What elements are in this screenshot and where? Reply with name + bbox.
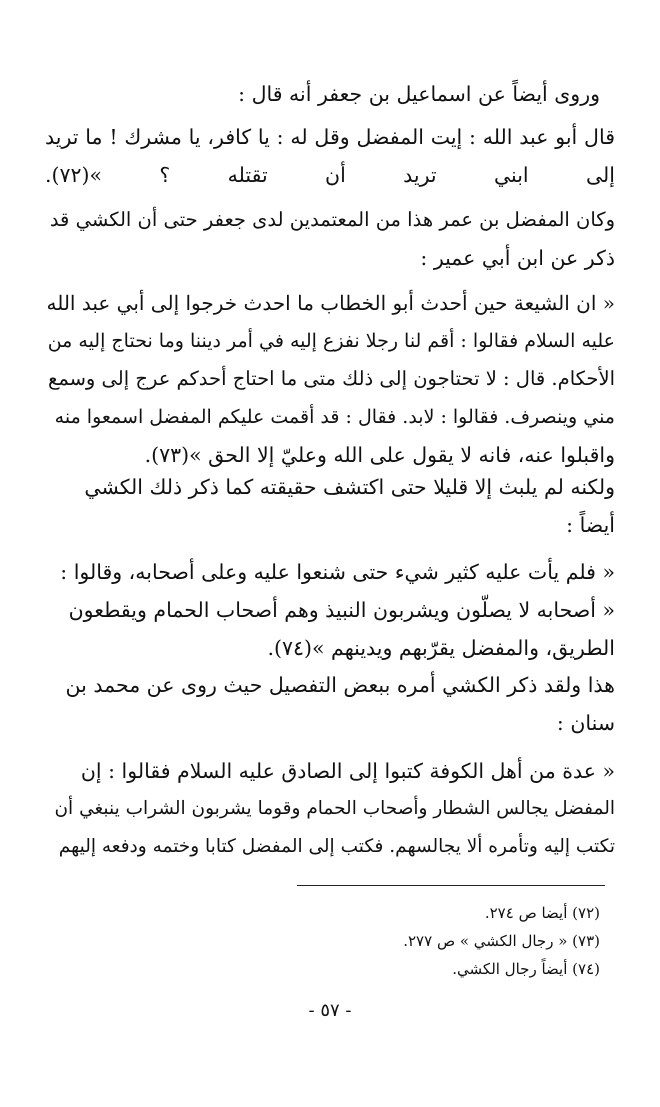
text-line: وروى أيضاً عن اسماعيل بن جعفر أنه قال : bbox=[238, 82, 600, 106]
text-line: المفضل يجالس الشطار وأصحاب الحمام وقوما يشربون الشراب ينبغي أن bbox=[54, 798, 615, 819]
paragraph-5 bbox=[45, 468, 615, 544]
footnote-72: (٧٢) أيضا ص ٢٧٤. bbox=[484, 904, 600, 922]
text-line: إلى ابني تريد أن تقتله ؟ »(٧٢). bbox=[45, 163, 615, 187]
footnote-73: (٧٣) « رجال الكشي » ص ٢٧٧. bbox=[403, 932, 600, 950]
paragraph-3 bbox=[45, 201, 615, 277]
text-line: الأحكام. قال : لا تحتاجون إلى ذلك متى ما احتاج أحدكم عرج إلى وسمع bbox=[47, 367, 615, 390]
paragraph-1 bbox=[30, 75, 600, 113]
text-line: تكتب إليه وتأمره ألا يجالسهم. فكتب إلى المفضل كتابا وختمه ودفعه إليهم bbox=[58, 836, 615, 857]
text-line: أيضاً : bbox=[566, 513, 615, 537]
text-line: الطريق، والمفضل يقرّبهم ويدينهم »(٧٤). bbox=[267, 636, 615, 660]
page-number: - ٥٧ - bbox=[308, 1000, 352, 1021]
paragraph-2 bbox=[45, 118, 615, 194]
text-line: مني وينصرف. فقالوا : لابد. فقال : قد أقمت عليكم المفضل اسمعوا منه bbox=[54, 406, 615, 428]
paragraph-7 bbox=[45, 666, 615, 742]
text-line: قال أبو عبد الله : إيت المفضل وقل له : يا كافر، يا مشرك ! ما تريد bbox=[45, 125, 615, 149]
paragraph-6-quote bbox=[45, 553, 615, 667]
text-line: ذكر عن ابن أبي عمير : bbox=[420, 246, 615, 270]
text-line: هذا ولقد ذكر الكشي أمره ببعض التفصيل حيث روى عن محمد بن bbox=[65, 673, 615, 697]
text-line: « فلم يأت عليه كثير شيء حتى شنعوا عليه وعلى أصحابه، وقالوا : bbox=[60, 560, 615, 584]
paragraph-8-quote bbox=[45, 752, 615, 866]
text-line: « عدة من أهل الكوفة كتبوا إلى الصادق عليه السلام فقالوا : إن bbox=[80, 759, 615, 783]
text-line: « أصحابه لا يصلّون ويشربون النبيذ وهم أصحاب الحمام ويقطعون bbox=[68, 598, 615, 622]
text-line: عليه السلام فقالوا : أقم لنا رجلا نفزع إليه في أمر ديننا وما نحتاج إليه من bbox=[47, 330, 615, 352]
footnote-divider bbox=[297, 885, 605, 886]
text-line: « ان الشيعة حين أحدث أبو الخطاب ما احدث خرجوا إلى أبي عبد الله bbox=[46, 291, 615, 315]
text-line: ولكنه لم يلبث إلا قليلا حتى اكتشف حقيقته كما ذكر ذلك الكشي bbox=[84, 475, 615, 499]
footnote-74: (٧٤) أيضاً رجال الكشي. bbox=[452, 960, 600, 978]
paragraph-4-quote bbox=[45, 284, 615, 474]
text-line: سنان : bbox=[556, 711, 615, 735]
text-line: واقبلوا عنه، فانه لا يقول على الله وعليّ إلا الحق »(٧٣). bbox=[144, 443, 615, 467]
text-line: وكان المفضل بن عمر هذا من المعتمدين لدى جعفر حتى أن الكشي قد bbox=[49, 208, 615, 231]
